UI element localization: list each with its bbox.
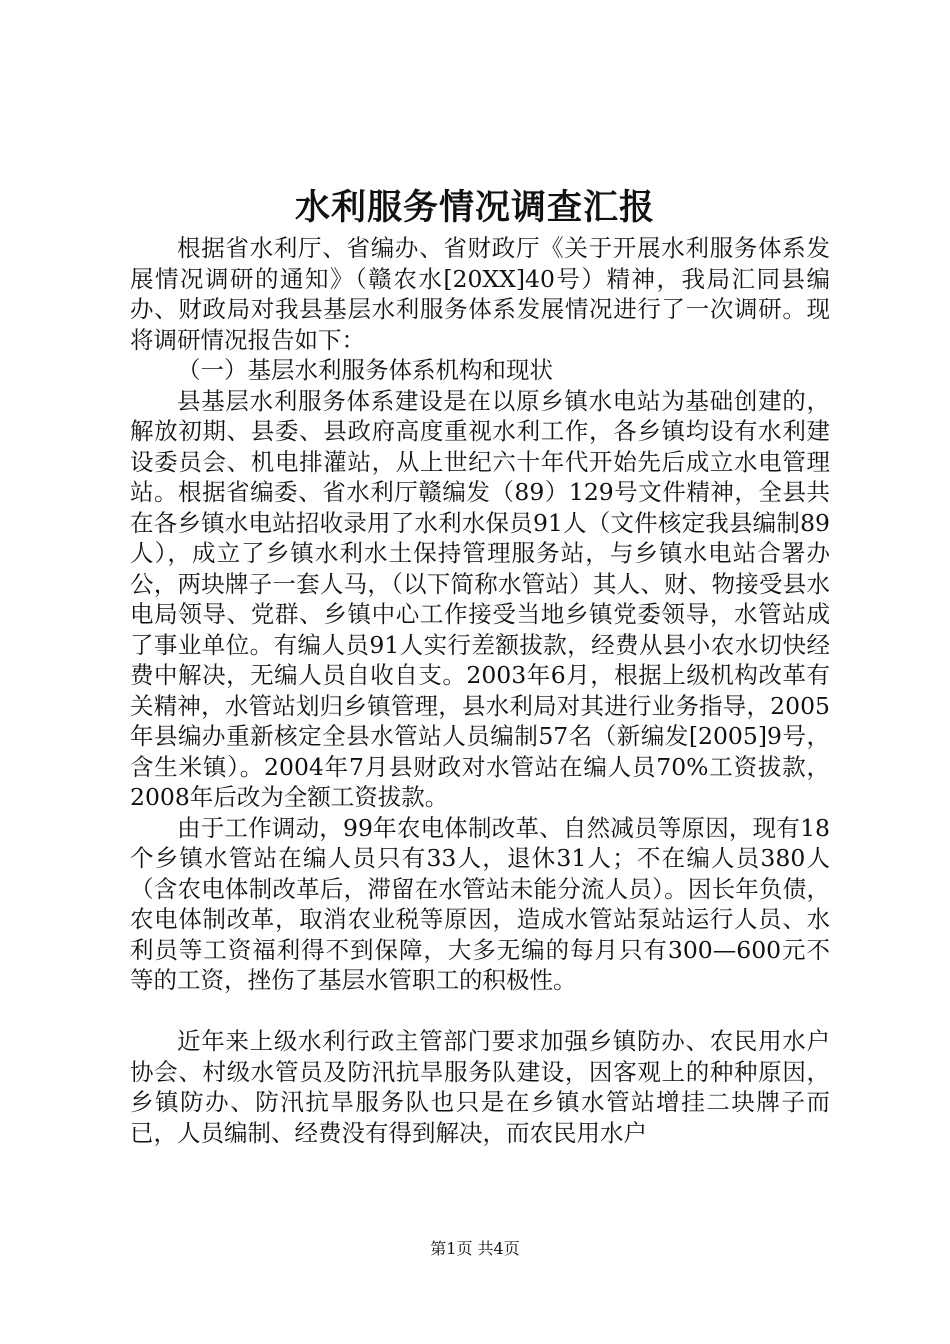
- section-heading: （一）基层水利服务体系机构和现状: [177, 356, 553, 384]
- page-number-footer: 第1页 共4页: [430, 1239, 520, 1258]
- paragraph-recent: 近年来上级水利行政主管部门要求加强乡镇防办、农民用水户协会、村级水管员及防汛抗旱服务队建设，因客观上的种种原因，乡镇防办、防汛抗旱服务队也只是在乡镇水管站增挂二块牌子而已，人员编制、经费没有得到解决，而农民用水户: [130, 1027, 830, 1147]
- document-body: [130, 233, 830, 1148]
- paragraph-staffing: 由于工作调动，99年农电体制改革、自然减员等原因，现有18个乡镇水管站在编人员只有33人，退休31人；不在编人员380人（含农电体制改革后，滞留在水管站未能分流人员）。因长年负债，农电体制改革，取消农业税等原因，造成水管站泵站运行人员、水利员等工资福利得不到保障，大多无编的每月只有300—600元不等的工资，挫伤了基层水管职工的积极性。: [130, 813, 830, 994]
- paragraph-intro: 根据省水利厅、省编办、省财政厅《关于开展水利服务体系发展情况调研的通知》（赣农水[20XX]40号）精神，我局汇同县编办、财政局对我县基层水利服务体系发展情况进行了一次调研。现将调研情况报告如下：: [130, 234, 830, 354]
- document-title: 水利服务情况调查汇报: [294, 187, 655, 228]
- paragraph-history: 县基层水利服务体系建设是在以原乡镇水电站为基础创建的，解放初期、县委、县政府高度重视水利工作，各乡镇均设有水利建设委员会、机电排灌站，从上世纪六十年代开始先后成立水电管理站。根据省编委、省水利厅赣编发（89）129号文件精神，全县共在各乡镇水电站招收录用了水利水保员91人（文件核定我县编制89人），成立了乡镇水利水土保持管理服务站，与乡镇水电站合署办公，两块牌子一套人马，（以下简称水管站）其人、财、物接受县水电局领导、党群、乡镇中心工作接受当地乡镇党委领导，水管站成了事业单位。有编人员91人实行差额拔款，经费从县小农水切快经费中解决，无编人员自收自支。2003年6月，根据上级机构改革有关精神，水管站划归乡镇管理，县水利局对其进行业务指导，2005年县编办重新核定全县水管站人员编制57名（新编发[2005]9号，含生米镇）。2004年7月县财政对水管站在编人员70%工资拔款，2008年后改为全额工资拔款。: [130, 386, 830, 811]
